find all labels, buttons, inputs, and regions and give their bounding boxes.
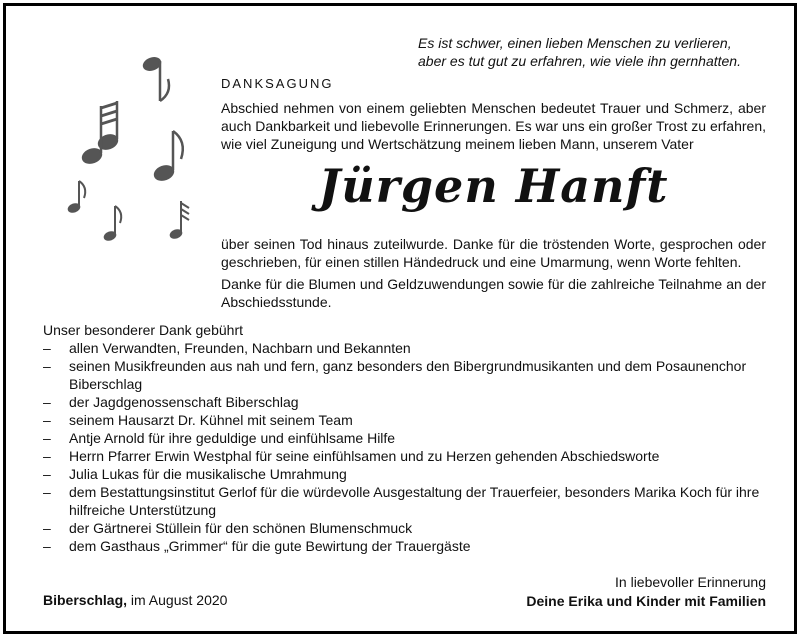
- list-item: [43, 447, 763, 465]
- list-item: [43, 465, 763, 483]
- list-item-text: seinem Hausarzt Dr. Kühnel mit seinem Team: [69, 412, 353, 428]
- deceased-name: Jürgen Hanft: [318, 159, 669, 213]
- list-item: [43, 429, 763, 447]
- dash: –: [43, 484, 51, 500]
- signature-block: [526, 573, 766, 611]
- list-item-text: seinen Musikfreunden aus nah und fern, ganz besonders den Bibergrundmusikanten und dem Posaunenchor Biberschlag: [69, 358, 747, 392]
- paragraph-intro: Abschied nehmen von einem geliebten Menschen bedeutet Trauer und Schmerz, aber auch Dankbarkeit und liebevolle Erinnerungen. Es war uns ein großer Trost zu erfahren, wie viel Zuneigung und Wertschätzung meinem lieben Mann, unserem Vater: [221, 100, 766, 152]
- list-item: [43, 357, 763, 393]
- list-item: [43, 339, 763, 357]
- quote: [418, 34, 758, 70]
- closing-line: In liebevoller Erinnerung: [615, 574, 766, 590]
- list-item-text: dem Bestattungsinstitut Gerlof für die würdevolle Ausgestaltung der Trauerfeier, besonders Marika Koch für ihre hilfreiche Unterstützung: [69, 484, 760, 518]
- quote-line-2: aber es tut gut zu erfahren, wie viele ihn gernhatten.: [418, 53, 741, 69]
- list-item: [43, 393, 763, 411]
- dash: –: [43, 520, 51, 536]
- quote-line-1: Es ist schwer, einen lieben Menschen zu verlieren,: [418, 35, 732, 51]
- heading: DANKSAGUNG: [221, 76, 334, 91]
- list-item: [43, 519, 763, 537]
- music-notes-icon: [56, 46, 206, 246]
- list-item-text: der Jagdgenossenschaft Biberschlag: [69, 394, 299, 410]
- list-item-text: der Gärtnerei Stüllein für den schönen Blumenschmuck: [69, 520, 413, 536]
- dash: –: [43, 448, 51, 464]
- dash: –: [43, 340, 51, 356]
- thanks-intro: Unser besonderer Dank gebührt: [43, 322, 244, 338]
- paragraph-flowers: Danke für die Blumen und Geldzuwendungen sowie für die zahlreiche Teilnahme an der Abschiedsstunde.: [221, 276, 766, 310]
- list-item-text: Antje Arnold für ihre geduldige und einfühlsame Hilfe: [69, 430, 396, 446]
- list-item: [43, 483, 763, 519]
- list-item: [43, 411, 763, 429]
- list-item: [43, 537, 763, 555]
- list-item-text: Julia Lukas für die musikalische Umrahmung: [69, 466, 347, 482]
- dash: –: [43, 430, 51, 446]
- dash: –: [43, 394, 51, 410]
- dash: –: [43, 466, 51, 482]
- dash: –: [43, 358, 51, 374]
- list-item-text: Herrn Pfarrer Erwin Westphal für seine einfühlsamen und zu Herzen gehenden Abschiedsworte: [69, 448, 660, 464]
- signers: Deine Erika und Kinder mit Familien: [526, 593, 766, 609]
- dash: –: [43, 412, 51, 428]
- place: Biberschlag,: [43, 592, 128, 608]
- paragraph-thanks: über seinen Tod hinaus zuteilwurde. Danke für die tröstenden Worte, gesprochen oder geschrieben, für einen stillen Händedruck und eine Umarmung, wenn Worte fehlten.: [221, 236, 766, 270]
- list-item-text: allen Verwandten, Freunden, Nachbarn und Bekannten: [69, 340, 411, 356]
- date: im August 2020: [127, 592, 228, 608]
- obituary-card: [3, 3, 797, 634]
- thanks-list: [43, 339, 763, 555]
- place-date: [43, 592, 227, 608]
- list-item-text: dem Gasthaus „Grimmer“ für die gute Bewirtung der Trauergäste: [69, 538, 471, 554]
- dash: –: [43, 538, 51, 554]
